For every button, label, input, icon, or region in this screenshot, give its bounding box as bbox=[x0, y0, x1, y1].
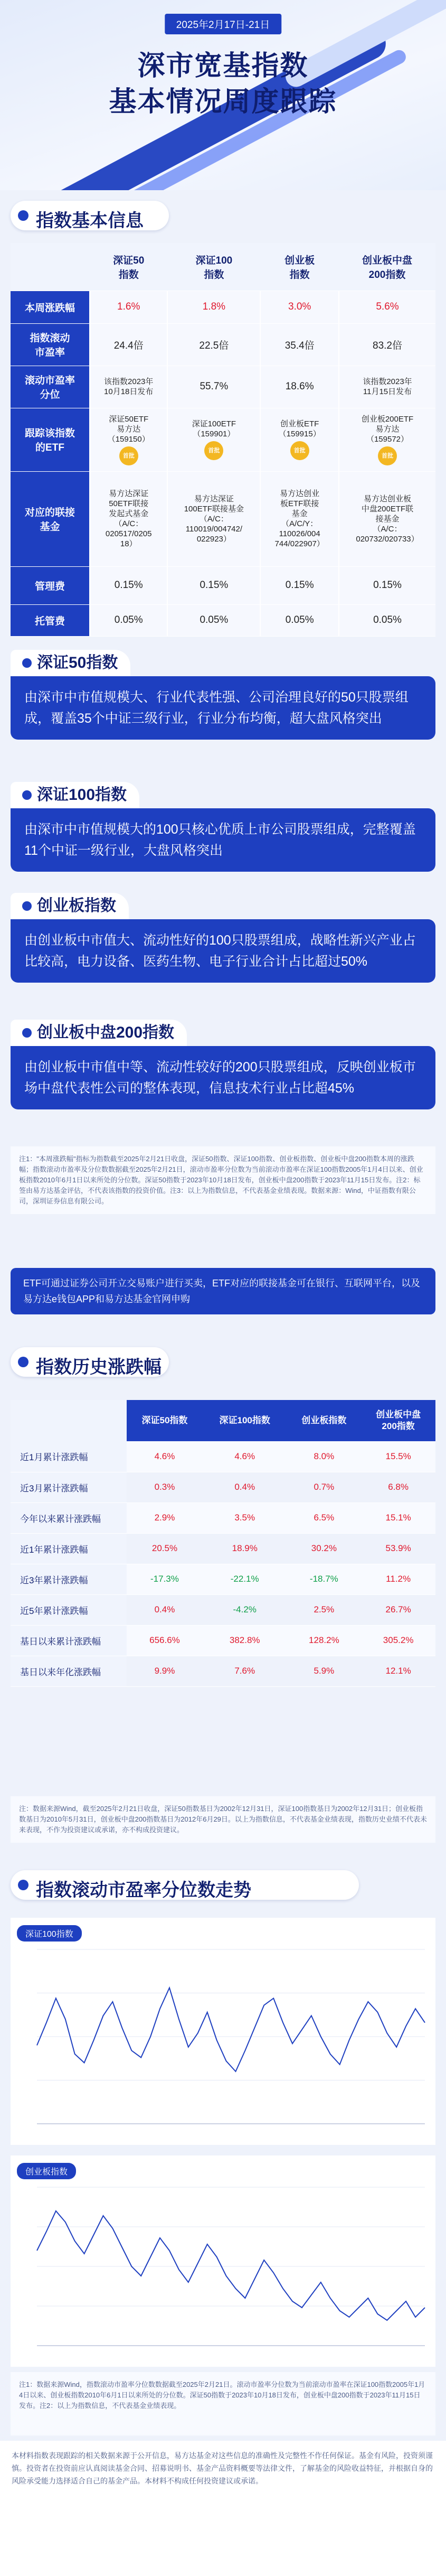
bullet-icon bbox=[22, 790, 32, 800]
index-basic-table bbox=[11, 243, 435, 637]
table-cell: 4.6% bbox=[127, 1441, 203, 1472]
table-row bbox=[11, 1533, 435, 1564]
row-header: 今年以来累计涨跌幅 bbox=[11, 1502, 127, 1533]
table-row: 管理费 0.15% 0.15% 0.15% 0.15% bbox=[11, 566, 435, 604]
table-cell: 20.5% bbox=[127, 1533, 203, 1564]
row-header: 滚动市盈率 分位 bbox=[11, 366, 90, 408]
table-row bbox=[11, 1594, 435, 1625]
table-row bbox=[11, 1625, 435, 1656]
notes-pe: 注1：数据来源Wind，指数滚动市盈率分位数数据截至2025年2月21日。滚动市盈率分位数为当前滚动市盈率在深证100指数2005年1月4日以来、创业板指数2010年6月1日以来所处的分位数。深证50指数于2023年10月18日发布，创业板中盘200指数于2023年11月15日发布。注2：以上为指数信息，不代表基金业绩表现。 bbox=[11, 2372, 435, 2435]
table-cell: 2.5% bbox=[287, 1594, 362, 1625]
row-header: 近3年累计涨跌幅 bbox=[11, 1564, 127, 1594]
table-cell: 30.2% bbox=[287, 1533, 362, 1564]
section-header-basic bbox=[0, 190, 446, 238]
table-cell: 9.9% bbox=[127, 1656, 203, 1686]
row-header: 近5年累计涨跌幅 bbox=[11, 1594, 127, 1625]
table-cell: 4.6% bbox=[203, 1441, 287, 1472]
row-header: 管理费 bbox=[11, 566, 90, 604]
first-batch-badge-icon: 首批 bbox=[204, 441, 223, 460]
table-row: 跟踪该指数 的ETF 深证50ETF 易方达 （159150） 首批 深证100ETF （159901） 首批 创业板ETF （159915） 首批 创业板200ETF 易方达 （159572） 首批 bbox=[11, 408, 435, 471]
index-card-chinext bbox=[11, 893, 435, 983]
row-header: 近1年累计涨跌幅 bbox=[11, 1533, 127, 1564]
table-row: 对应的联接 基金 易方达深证 50ETF联接 发起式基金 （A/C： 020517/0205 18） 易方达深证 100ETF联接基金 （A/C： 110019/004742/ 022923） 易方达创业 板ETF联接 基金 （A/C/Y： 110026/004 744/022907） 易方达创业板 中盘200ETF联 接基金 （A/C： 020732/020733） bbox=[11, 471, 435, 566]
first-batch-badge-icon: 首批 bbox=[119, 446, 138, 465]
table-cell: 53.9% bbox=[361, 1533, 435, 1564]
bullet-icon bbox=[18, 1357, 29, 1367]
table-cell: 5.9% bbox=[287, 1656, 362, 1686]
table-cell: 7.6% bbox=[203, 1656, 287, 1686]
table-cell: 12.1% bbox=[361, 1656, 435, 1686]
table-cell: 6.8% bbox=[361, 1472, 435, 1502]
table-cell: -4.2% bbox=[203, 1594, 287, 1625]
table-row: 本周涨跌幅 1.6% 1.8% 3.0% 5.6% bbox=[11, 291, 435, 323]
card-text: 由深市中市值规模大、行业代表性强、公司治理良好的50只股票组成，覆盖35个中证三级行业，行业分布均衡，超大盘风格突出 bbox=[11, 676, 435, 740]
hero-banner bbox=[0, 0, 446, 190]
col-header: 创业板中盘 200指数 bbox=[339, 243, 435, 291]
table-cell: 0.7% bbox=[287, 1472, 362, 1502]
row-header: 基日以来累计涨跌幅 bbox=[11, 1625, 127, 1656]
row-header: 指数滚动 市盈率 bbox=[11, 323, 90, 366]
index-card-sz100 bbox=[11, 782, 435, 872]
series-line bbox=[37, 1988, 425, 2071]
bullet-icon bbox=[22, 1028, 32, 1038]
section-header-history bbox=[0, 1337, 446, 1384]
row-header: 跟踪该指数 的ETF bbox=[11, 408, 90, 471]
table-cell: -17.3% bbox=[127, 1564, 203, 1594]
table-cell: 26.7% bbox=[361, 1594, 435, 1625]
card-text: 由深市中市值规模大的100只核心优质上市公司股票组成，完整覆盖11个中证一级行业，大盘风格突出 bbox=[11, 808, 435, 872]
section-title: 指数历史涨跌幅 bbox=[36, 1357, 162, 1377]
table-row bbox=[11, 1656, 435, 1686]
section-title: 指数滚动市盈率分位数走势 bbox=[36, 1880, 251, 1900]
pe-chart-chinext bbox=[11, 2155, 435, 2367]
col-header: 深证100指数 bbox=[203, 1400, 287, 1441]
table-cell: 382.8% bbox=[203, 1625, 287, 1656]
section-header-pe bbox=[0, 1860, 446, 1907]
bullet-icon bbox=[18, 1880, 29, 1890]
bullet-icon bbox=[22, 901, 32, 911]
table-row bbox=[11, 1502, 435, 1533]
index-card-chinext200 bbox=[11, 1020, 435, 1109]
chart-tag: 创业板指数 bbox=[17, 2163, 76, 2179]
table-row bbox=[11, 1441, 435, 1472]
index-card-sz50 bbox=[11, 650, 435, 740]
row-header: 近3月累计涨跌幅 bbox=[11, 1472, 127, 1502]
table-cell: 11.2% bbox=[361, 1564, 435, 1594]
bullet-icon bbox=[22, 658, 32, 668]
table-cell: 15.5% bbox=[361, 1441, 435, 1472]
hero-subtitle: 基本情况周度跟踪 bbox=[109, 87, 337, 117]
col-header: 创业板中盘 200指数 bbox=[361, 1400, 435, 1441]
disclaimer-footer: 本材料指数表现跟踪的相关数据来源于公开信息，易方达基金对这些信息的准确性及完整性不作任何保证。基金有风险，投资须谨慎。投资者在投资前应认真阅读基金合同、招募说明书、基金产品资料概要等法律文件，了解基金的风险收益特征，并根据自身的风险承受能力选择适合自己的基金产品。本材料不构成任何投资建议或承诺。 bbox=[0, 2441, 446, 2576]
bullet-icon bbox=[18, 210, 29, 221]
table-cell: 305.2% bbox=[361, 1625, 435, 1656]
col-header: 创业板指数 bbox=[287, 1400, 362, 1441]
table-row bbox=[11, 1472, 435, 1502]
col-header: 创业板 指数 bbox=[260, 243, 339, 291]
card-title: 创业板指数 bbox=[37, 897, 116, 914]
table-cell: 656.6% bbox=[127, 1625, 203, 1656]
table-row: 托管费 0.05% 0.05% 0.05% 0.05% bbox=[11, 604, 435, 636]
hero-title: 深市宽基指数 bbox=[137, 51, 309, 81]
card-text: 由创业板中市值大、流动性好的100只股票组成，战略性新兴产业占比较高，电力设备、医药生物、电子行业合计占比超过50% bbox=[11, 919, 435, 983]
table-cell: 0.4% bbox=[127, 1594, 203, 1625]
card-title: 创业板中盘200指数 bbox=[37, 1024, 175, 1041]
table-header-row bbox=[11, 1400, 435, 1441]
row-header: 近1月累计涨跌幅 bbox=[11, 1441, 127, 1472]
card-title: 深证100指数 bbox=[37, 786, 127, 804]
table-cell: 0.3% bbox=[127, 1472, 203, 1502]
table-cell: 0.4% bbox=[203, 1472, 287, 1502]
table-cell: 2.9% bbox=[127, 1502, 203, 1533]
notes-basic: 注1："本周涨跌幅"指标为指数截至2025年2月21日收盘，深证50指数、深证100指数、创业板指数、创业板中盘200指数本周的涨跌幅；指数滚动市盈率及分位数数据截至2025年2月21日，滚动市盈率分位数为当前滚动市盈率在深证100指数2005年1月4日以来、创业板指数2010年6月1日以来所处的分位数。深证50指数于2023年10月18日发布，创业板中盘200指数于2023年11月15日发布。注2：标签由易方达基金评估，不代表该指数的投资价值。注3：以上为指数信息，不代表基金业绩表现。数据来源：Wind，中证指数有限公司，深圳证券信息有限公司。 bbox=[11, 1146, 435, 1214]
row-header: 托管费 bbox=[11, 604, 90, 636]
row-header: 本周涨跌幅 bbox=[11, 291, 90, 323]
history-return-table bbox=[11, 1400, 435, 1687]
report-date: 2025年2月17日-21日 bbox=[165, 14, 281, 34]
card-text: 由创业板中市值中等、流动性较好的200只股票组成，反映创业板市场中盘代表性公司的整体表现，信息技术行业占比超45% bbox=[11, 1046, 435, 1109]
table-cell: 18.9% bbox=[203, 1533, 287, 1564]
section-title: 指数基本信息 bbox=[36, 211, 144, 231]
etf-purchase-banner: ETF可通过证券公司开立交易账户进行买卖，ETF对应的联接基金可在银行、互联网平台，以及易方达e钱包APP和易方达基金官网申购 bbox=[11, 1268, 435, 1314]
table-cell: -18.7% bbox=[287, 1564, 362, 1594]
pe-chart-sz100 bbox=[11, 1918, 435, 2145]
series-line bbox=[37, 2211, 425, 2320]
table-cell: 15.1% bbox=[361, 1502, 435, 1533]
table-cell: 8.0% bbox=[287, 1441, 362, 1472]
pe-line-chart bbox=[11, 2155, 435, 2367]
pe-line-chart bbox=[11, 1918, 435, 2145]
table-cell: 3.5% bbox=[203, 1502, 287, 1533]
first-batch-badge-icon: 首批 bbox=[290, 441, 309, 460]
notes-history: 注：数据来源Wind，截至2025年2月21日收盘，深证50指数基日为2002年12月31日，深证100指数基日为2002年12月31日；创业板指数基日为2010年5月31日，创业板中盘200指数基日为2012年6月29日。以上为指数信息，不代表基金业绩表现，指数历史业绩不代表未来表现，不作为投资建议或承诺，亦不构成投资建议。 bbox=[11, 1796, 435, 1843]
col-header: 深证50 指数 bbox=[90, 243, 167, 291]
table-cell: 128.2% bbox=[287, 1625, 362, 1656]
table-row: 滚动市盈率 分位 该指数2023年 10月18日发布 55.7% 18.6% 该指数2023年 11月15日发布 bbox=[11, 366, 435, 408]
row-header: 对应的联接 基金 bbox=[11, 471, 90, 566]
table-cell: 6.5% bbox=[287, 1502, 362, 1533]
first-batch-badge-icon: 首批 bbox=[378, 446, 397, 465]
col-header: 深证50指数 bbox=[127, 1400, 203, 1441]
row-header: 基日以来年化涨跌幅 bbox=[11, 1656, 127, 1686]
card-title: 深证50指数 bbox=[37, 654, 118, 671]
table-row: 指数滚动 市盈率 24.4倍 22.5倍 35.4倍 83.2倍 bbox=[11, 323, 435, 366]
col-header: 深证100 指数 bbox=[167, 243, 260, 291]
chart-tag: 深证100指数 bbox=[17, 1925, 82, 1942]
table-cell: -22.1% bbox=[203, 1564, 287, 1594]
table-row bbox=[11, 1564, 435, 1594]
